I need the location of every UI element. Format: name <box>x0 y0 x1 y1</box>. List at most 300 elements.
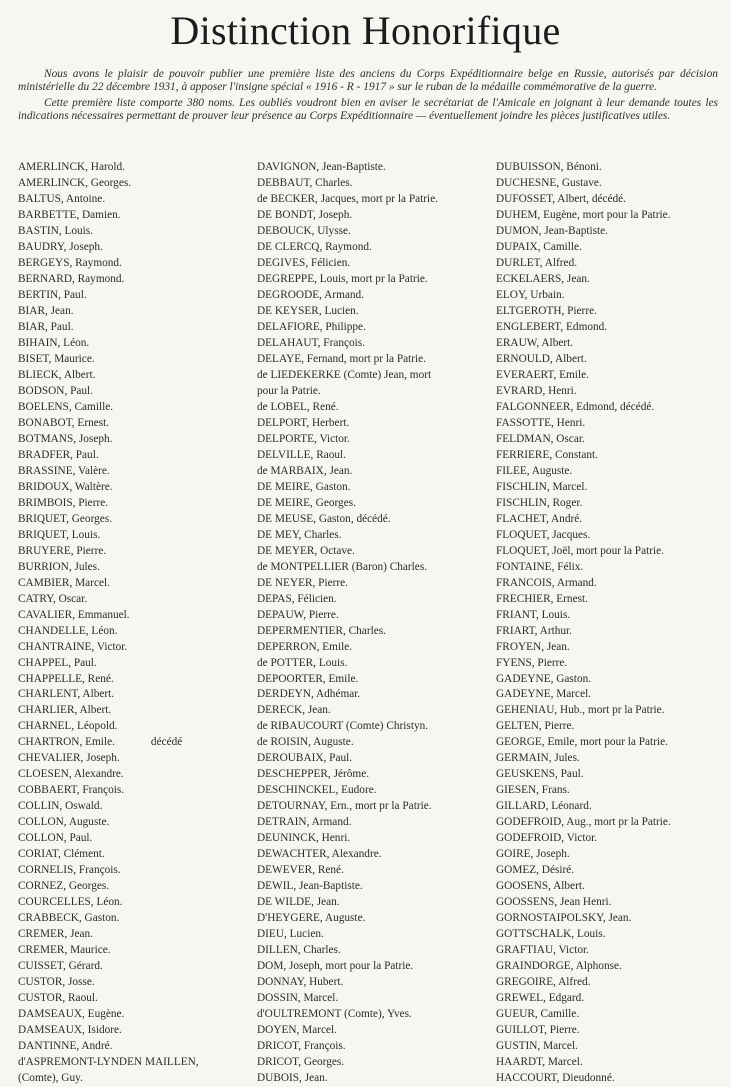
name-entry <box>496 544 728 560</box>
name-entry <box>496 624 728 640</box>
name-entry-text: ELOY, Urbain. <box>496 288 565 301</box>
name-entry <box>496 160 728 176</box>
name-entry-text: DUMON, Jean-Baptiste. <box>496 224 609 237</box>
name-entry <box>257 719 493 735</box>
name-entry-text: BARBETTE, Damien. <box>18 208 121 221</box>
name-entry-text: DUHEM, Eugène, mort pour la Patrie. <box>496 208 671 221</box>
name-entry <box>18 352 253 368</box>
name-entry <box>257 1055 493 1071</box>
name-entry <box>18 847 253 863</box>
name-entry <box>257 831 493 847</box>
name-entry-text: BONABOT, Ernest. <box>18 416 110 429</box>
name-entry <box>18 384 253 400</box>
name-entry <box>496 528 728 544</box>
name-entry-text: COURCELLES, Léon. <box>18 896 123 909</box>
name-entry-text: DAVIGNON, Jean-Baptiste. <box>257 161 386 173</box>
name-entry <box>257 336 493 352</box>
name-entry-text: DUBOIS, Jean. <box>257 1072 328 1085</box>
name-entry <box>257 384 493 400</box>
name-entry <box>496 368 728 384</box>
name-entry <box>18 879 253 895</box>
name-entry-text: BIAR, Paul. <box>18 320 74 333</box>
name-entry-text: BERGEYS, Raymond. <box>18 256 122 269</box>
name-entry <box>18 799 253 815</box>
name-entry-text: GADEYNE, Marcel. <box>496 688 592 701</box>
name-entry-text: COLLON, Auguste. <box>18 816 110 829</box>
name-entry <box>496 959 728 975</box>
name-entry-text: DEPOORTER, Emile. <box>257 672 359 685</box>
name-entry <box>257 320 493 336</box>
name-entry-text: FILEE, Auguste. <box>496 464 573 477</box>
name-entry <box>18 1055 253 1071</box>
name-entry-text: FLOQUET, Jacques. <box>496 528 591 541</box>
name-entry-text: FISCHLIN, Roger. <box>496 496 583 509</box>
name-entry-text: GILLARD, Léonard. <box>496 800 592 813</box>
name-entry <box>18 991 253 1007</box>
name-entry <box>257 496 493 512</box>
name-entry <box>496 352 728 368</box>
name-entry <box>496 943 728 959</box>
name-entry-text: pour la Patrie. <box>257 384 321 397</box>
name-entry-text: FALGONNEER, Edmond, décédé. <box>496 400 655 413</box>
name-entry <box>18 895 253 911</box>
name-entry <box>496 640 728 656</box>
name-entry-text: EVERAERT, Emile. <box>496 368 589 381</box>
name-entry <box>18 288 253 304</box>
name-entry-text: DEPAS, Félicien. <box>257 592 337 605</box>
name-entry-text: FELDMAN, Oscar. <box>496 432 585 445</box>
name-entry-text: FYENS, Pierre. <box>496 656 568 669</box>
name-entry-text: DEBOUCK, Ulysse. <box>257 224 351 237</box>
name-entry <box>496 831 728 847</box>
name-entry <box>257 176 493 192</box>
name-entry-text: GOIRE, Joseph. <box>496 848 570 861</box>
name-entry-text: DESCHINCKEL, Eudore. <box>257 784 377 797</box>
name-entry <box>496 576 728 592</box>
name-entry <box>18 703 253 719</box>
name-entry <box>18 719 253 735</box>
name-entry-text: GRAINDORGE, Alphonse. <box>496 960 622 973</box>
name-entry <box>18 416 253 432</box>
name-entry-text: BERTIN, Paul. <box>18 288 87 301</box>
name-entry <box>496 432 728 448</box>
name-entry-text: DE KEYSER, Lucien. <box>257 304 359 317</box>
name-entry <box>496 895 728 911</box>
name-entry <box>257 991 493 1007</box>
name-entry-text: CREMER, Jean. <box>18 928 93 941</box>
name-entry <box>18 863 253 879</box>
name-entry-text: CLOESEN, Alexandre. <box>18 768 124 781</box>
name-entry <box>496 911 728 927</box>
name-entry-text: GUSTIN, Marcel. <box>496 1040 578 1053</box>
name-entry-text: DETRAIN, Armand. <box>257 816 352 829</box>
name-entry-text: FONTAINE, Félix. <box>496 560 584 573</box>
name-entry <box>18 464 253 480</box>
name-entry-text: BRIQUET, Louis. <box>18 528 101 541</box>
name-entry-text: BOTMANS, Joseph. <box>18 432 113 445</box>
name-entry-text: CUSTOR, Raoul. <box>18 992 98 1005</box>
name-entry-text: DUCHESNE, Gustave. <box>496 176 602 189</box>
name-entry <box>257 208 493 224</box>
name-entry-text: DRICOT, François. <box>257 1040 346 1053</box>
name-entry <box>257 352 493 368</box>
name-entry-text: DERECK, Jean. <box>257 704 331 717</box>
name-entry-text: BRIDOUX, Waltère. <box>18 480 113 493</box>
name-entry-text: BASTIN, Louis. <box>18 224 94 237</box>
name-entry <box>257 624 493 640</box>
name-entry <box>18 815 253 831</box>
name-entry <box>18 400 253 416</box>
name-entry <box>496 975 728 991</box>
name-entry <box>18 592 253 608</box>
name-entry-text: ERAUW, Albert. <box>496 336 574 349</box>
name-entry-text: CUSTOR, Josse. <box>18 976 95 989</box>
name-entry-text: CORNEZ, Georges. <box>18 880 110 893</box>
name-entry-text: GOOSENS, Albert. <box>496 880 585 893</box>
name-entry <box>257 656 493 672</box>
name-entry-text: DRICOT, Georges. <box>257 1056 345 1069</box>
name-entry <box>18 240 253 256</box>
name-entry <box>18 735 253 751</box>
name-entry-text: DEGROODE, Armand. <box>257 288 364 301</box>
name-entry-text: FRECHIER, Ernest. <box>496 592 588 605</box>
name-entry-text: DUPAIX, Camille. <box>496 240 582 253</box>
name-entry <box>18 1007 253 1023</box>
name-entry-text: DUBUISSON, Bénoni. <box>496 161 602 173</box>
name-entry <box>18 1071 253 1087</box>
name-entry <box>496 879 728 895</box>
name-entry-text: GRAFTIAU, Victor. <box>496 944 589 957</box>
name-entry <box>496 560 728 576</box>
name-entry <box>496 384 728 400</box>
name-entry <box>18 656 253 672</box>
name-entry-text: DIEU, Lucien. <box>257 928 324 941</box>
name-entry-text: (Comte), Guy. <box>18 1072 83 1085</box>
name-entry <box>257 879 493 895</box>
name-entry-text: GORNOSTAIPOLSKY, Jean. <box>496 912 632 925</box>
name-entry <box>18 560 253 576</box>
name-entry-text: CHARLIER, Albert. <box>18 704 112 717</box>
name-entry <box>257 767 493 783</box>
name-entry <box>18 959 253 975</box>
name-entry <box>496 767 728 783</box>
name-entry <box>257 751 493 767</box>
name-entry <box>496 192 728 208</box>
name-entry-text: FISCHLIN, Marcel. <box>496 480 588 493</box>
name-entry-text: GOTTSCHALK, Louis. <box>496 928 606 941</box>
name-entry-text: BIHAIN, Léon. <box>18 336 90 349</box>
name-entry-text: GOOSSENS, Jean Henri. <box>496 896 612 909</box>
name-entry <box>18 831 253 847</box>
name-entry <box>257 975 493 991</box>
name-entry-text: CATRY, Oscar. <box>18 592 88 605</box>
name-entry <box>18 512 253 528</box>
intro-paragraph-1: Nous avons le plaisir de pouvoir publier une première liste des anciens du Corps Expéditionnaire belge en Russie, autorisés par décision ministérielle du 22 décembre 1931, à apposer l'insigne spécial « 1916 - R - 1917 » sur le ruban de la médaille commémorative de la guerre. <box>18 68 718 94</box>
name-entry-text: CORNELIS, François. <box>18 864 121 877</box>
name-entry-text: BRIQUET, Georges. <box>18 512 113 525</box>
name-entry-text: de ROISIN, Auguste. <box>257 736 354 749</box>
name-entry-text: DESCHEPPER, Jérôme. <box>257 768 370 781</box>
name-entry-text: FRIART, Arthur. <box>496 624 572 637</box>
name-entry-text: GEORGE, Emile, mort pour la Patrie. <box>496 736 668 749</box>
name-entry <box>496 496 728 512</box>
name-entry <box>496 400 728 416</box>
name-entry-text: BRUYERE, Pierre. <box>18 544 107 557</box>
name-entry <box>257 576 493 592</box>
name-entry-text: DE CLERCQ, Raymond. <box>257 240 372 253</box>
name-entry <box>257 927 493 943</box>
name-entry-text: DEPERRON, Emile. <box>257 640 353 653</box>
name-entry <box>18 480 253 496</box>
name-entry-text: DEBBAUT, Charles. <box>257 176 353 189</box>
name-entry <box>496 799 728 815</box>
name-entry <box>18 544 253 560</box>
name-entry-text: BERNARD, Raymond. <box>18 272 125 285</box>
name-entry-text: DEWACHTER, Alexandre. <box>257 848 382 861</box>
name-entry-text: GADEYNE, Gaston. <box>496 672 592 685</box>
name-entry <box>18 496 253 512</box>
name-entry <box>18 176 253 192</box>
name-entry <box>496 592 728 608</box>
name-entry-text: d'OULTREMONT (Comte), Yves. <box>257 1008 412 1021</box>
name-entry-text: DE MEY, Charles. <box>257 528 342 541</box>
name-entry <box>496 480 728 496</box>
name-entry <box>18 160 253 176</box>
name-entry <box>496 1007 728 1023</box>
name-entry-text: CHAPPEL, Paul. <box>18 656 97 669</box>
name-entry-text: DE WILDE, Jean. <box>257 896 340 909</box>
name-entry-text: DONNAY, Hubert. <box>257 976 344 989</box>
name-entry-text: COLLIN, Oswald. <box>18 800 103 813</box>
name-entry <box>257 416 493 432</box>
name-entry-text: BODSON, Paul. <box>18 384 94 397</box>
name-entry-text: CHANTRAINE, Victor. <box>18 640 128 653</box>
name-entry-text: DE NEYER, Pierre. <box>257 576 348 589</box>
name-entry-text: ECKELAERS, Jean. <box>496 272 590 285</box>
name-entry <box>257 783 493 799</box>
name-entry <box>257 815 493 831</box>
name-entry <box>257 256 493 272</box>
name-entry <box>18 687 253 703</box>
name-entry <box>496 815 728 831</box>
name-entry-text: GREGOIRE, Alfred. <box>496 976 591 989</box>
name-entry <box>257 368 493 384</box>
name-entry <box>18 432 253 448</box>
name-entry <box>496 240 728 256</box>
name-entry <box>496 1071 728 1087</box>
name-entry-text: ENGLEBERT, Edmond. <box>496 320 608 333</box>
name-entry-text: GUEUR, Camille. <box>496 1008 580 1021</box>
name-entry-text: DE MEUSE, Gaston, décédé. <box>257 512 391 525</box>
name-entry <box>496 512 728 528</box>
deceased-note: décédé <box>150 736 183 749</box>
name-entry-text: FROYEN, Jean. <box>496 640 570 653</box>
name-entry-text: DE MEIRE, Georges. <box>257 496 356 509</box>
name-entry-text: FRANCOIS, Armand. <box>496 576 597 589</box>
name-entry-text: CHEVALIER, Joseph. <box>18 752 120 765</box>
name-entry-text: CHARLENT, Albert. <box>18 688 115 701</box>
name-entry <box>496 448 728 464</box>
name-entry <box>257 640 493 656</box>
name-entry-text: HACCOURT, Dieudonné. <box>496 1072 615 1085</box>
name-entry-text: COBBAERT, François. <box>18 784 125 797</box>
name-entry <box>496 783 728 799</box>
name-entry <box>496 304 728 320</box>
name-entry-text: COLLON, Paul. <box>18 832 93 845</box>
name-entry-text: DOYEN, Marcel. <box>257 1024 337 1037</box>
name-entry-text: GREWEL, Edgard. <box>496 992 585 1005</box>
name-entry <box>257 240 493 256</box>
name-entry-text: BRADFER, Paul. <box>18 448 99 461</box>
name-entry-text: DEPAUW, Pierre. <box>257 608 339 621</box>
name-entry-text: DEGIVES, Félicien. <box>257 256 351 269</box>
name-entry <box>257 528 493 544</box>
name-list <box>0 160 731 1085</box>
name-entry <box>496 687 728 703</box>
name-entry-text: GODEFROID, Aug., mort pr la Patrie. <box>496 816 671 829</box>
name-entry <box>496 1055 728 1071</box>
name-entry-text: CHANDELLE, Léon. <box>18 624 118 637</box>
name-entry <box>18 624 253 640</box>
name-entry-text: DERDEYN, Adhémar. <box>257 688 361 701</box>
name-entry-text: de RIBAUCOURT (Comte) Christyn. <box>257 720 429 733</box>
name-entry-text: FERRIERE, Constant. <box>496 448 598 461</box>
name-entry <box>18 192 253 208</box>
name-entry <box>257 464 493 480</box>
name-entry <box>496 272 728 288</box>
name-entry-text: BIAR, Jean. <box>18 304 74 317</box>
name-entry <box>18 1023 253 1039</box>
name-entry <box>496 1039 728 1055</box>
name-entry <box>496 927 728 943</box>
name-entry <box>257 608 493 624</box>
name-entry <box>257 1007 493 1023</box>
name-entry-text: BALTUS, Antoine. <box>18 192 106 205</box>
name-entry-text: DOSSIN, Marcel. <box>257 992 339 1005</box>
name-entry <box>18 576 253 592</box>
name-entry-text: d'ASPREMONT-LYNDEN MAILLEN, <box>18 1056 199 1069</box>
name-entry-text: DELVILLE, Raoul. <box>257 448 347 461</box>
name-entry-text: CORIAT, Clément. <box>18 848 105 861</box>
name-entry <box>18 208 253 224</box>
name-entry-text: FLACHET, André. <box>496 512 583 525</box>
name-entry-text: GODEFROID, Victor. <box>496 832 598 845</box>
name-entry-text: GERMAIN, Jules. <box>496 752 580 765</box>
name-entry-text: GEUSKENS, Paul. <box>496 768 584 781</box>
name-entry-text: CHARTRON, Emile. <box>18 736 115 749</box>
name-entry <box>18 320 253 336</box>
name-entry <box>496 464 728 480</box>
name-entry <box>18 640 253 656</box>
page-title: Distinction Honorifique <box>170 8 561 53</box>
name-entry-text: ELTGEROTH, Pierre. <box>496 304 597 317</box>
name-entry <box>257 687 493 703</box>
name-entry <box>18 608 253 624</box>
name-entry-text: DELAHAUT, François. <box>257 336 366 349</box>
name-entry <box>257 288 493 304</box>
name-entry <box>257 224 493 240</box>
name-entry <box>18 767 253 783</box>
name-entry <box>257 304 493 320</box>
name-entry-text: GIESEN, Frans. <box>496 784 570 797</box>
name-entry-text: DEROUBAIX, Paul. <box>257 752 353 765</box>
name-entry <box>257 400 493 416</box>
name-entry-text: DE BONDT, Joseph. <box>257 208 353 221</box>
name-entry-text: CREMER, Maurice. <box>18 944 111 957</box>
name-entry-text: DILLEN, Charles. <box>257 944 341 957</box>
name-entry <box>496 863 728 879</box>
intro-text <box>18 68 718 124</box>
name-entry <box>257 672 493 688</box>
name-entry <box>496 703 728 719</box>
name-entry <box>257 911 493 927</box>
name-entry-text: DE MEYER, Octave. <box>257 544 355 557</box>
name-entry <box>257 160 493 176</box>
name-entry-text: BAUDRY, Joseph. <box>18 240 103 253</box>
name-entry-text: BURRION, Jules. <box>18 560 100 573</box>
name-entry-text: CAMBIER, Marcel. <box>18 576 110 589</box>
name-entry-text: GELTEN, Pierre. <box>496 720 575 733</box>
intro-paragraph-2: Cette première liste comporte 380 noms. Les oubliés voudront bien en aviser le secrétariat de l'Amicale en joignant à leur demande toutes les indications nécessaires permettant de prouver leur présence au Corps Expéditionnaire — éventuellement joindre les pièces justificatives utiles. <box>18 96 718 123</box>
name-entry-text: de LIEDEKERKE (Comte) Jean, mort <box>257 368 432 381</box>
name-entry <box>18 336 253 352</box>
name-entry <box>18 672 253 688</box>
name-entry <box>18 975 253 991</box>
name-entry-text: de MARBAIX, Jean. <box>257 464 353 477</box>
name-entry <box>18 224 253 240</box>
name-entry <box>257 560 493 576</box>
name-entry <box>18 1039 253 1055</box>
name-entry <box>257 192 493 208</box>
name-entry <box>496 672 728 688</box>
name-entry-text: BRASSINE, Valère. <box>18 464 110 477</box>
name-entry <box>496 416 728 432</box>
name-entry-text: GOMEZ, Désiré. <box>496 864 575 877</box>
name-entry <box>18 751 253 767</box>
name-entry-text: DELPORTE, Victor. <box>257 432 350 445</box>
name-entry <box>18 911 253 927</box>
name-entry <box>257 863 493 879</box>
name-entry <box>18 528 253 544</box>
name-entry-text: D'HEYGERE, Auguste. <box>257 912 366 925</box>
name-entry <box>496 320 728 336</box>
name-entry <box>18 783 253 799</box>
name-entry-text: DEGREPPE, Louis, mort pr la Patrie. <box>257 272 428 285</box>
name-entry-text: DUFOSSET, Albert, décédé. <box>496 192 626 205</box>
name-entry-text: GUILLOT, Pierre. <box>496 1024 580 1037</box>
name-entry <box>257 480 493 496</box>
name-entry-text: ERNOULD, Albert. <box>496 352 587 365</box>
name-entry <box>496 336 728 352</box>
name-entry <box>257 735 493 751</box>
name-entry-text: FRIANT, Louis. <box>496 608 571 621</box>
name-entry-text: DANTINNE, André. <box>18 1040 113 1053</box>
name-entry-text: CHARNEL, Léopold. <box>18 720 118 733</box>
name-entry-text: FASSOTTE, Henri. <box>496 416 586 429</box>
name-entry <box>496 176 728 192</box>
name-entry-text: BISET, Maurice. <box>18 352 95 365</box>
name-entry <box>18 927 253 943</box>
name-entry-text: GEHENIAU, Hub., mort pr la Patrie. <box>496 704 665 717</box>
name-entry <box>18 304 253 320</box>
name-entry-text: AMERLINCK, Georges. <box>18 176 132 189</box>
name-entry <box>257 448 493 464</box>
name-entry <box>257 799 493 815</box>
name-entry <box>257 592 493 608</box>
name-entry-text: CHAPPELLE, René. <box>18 672 114 685</box>
name-entry-text: BRIMBOIS, Pierre. <box>18 496 109 509</box>
name-entry <box>18 256 253 272</box>
